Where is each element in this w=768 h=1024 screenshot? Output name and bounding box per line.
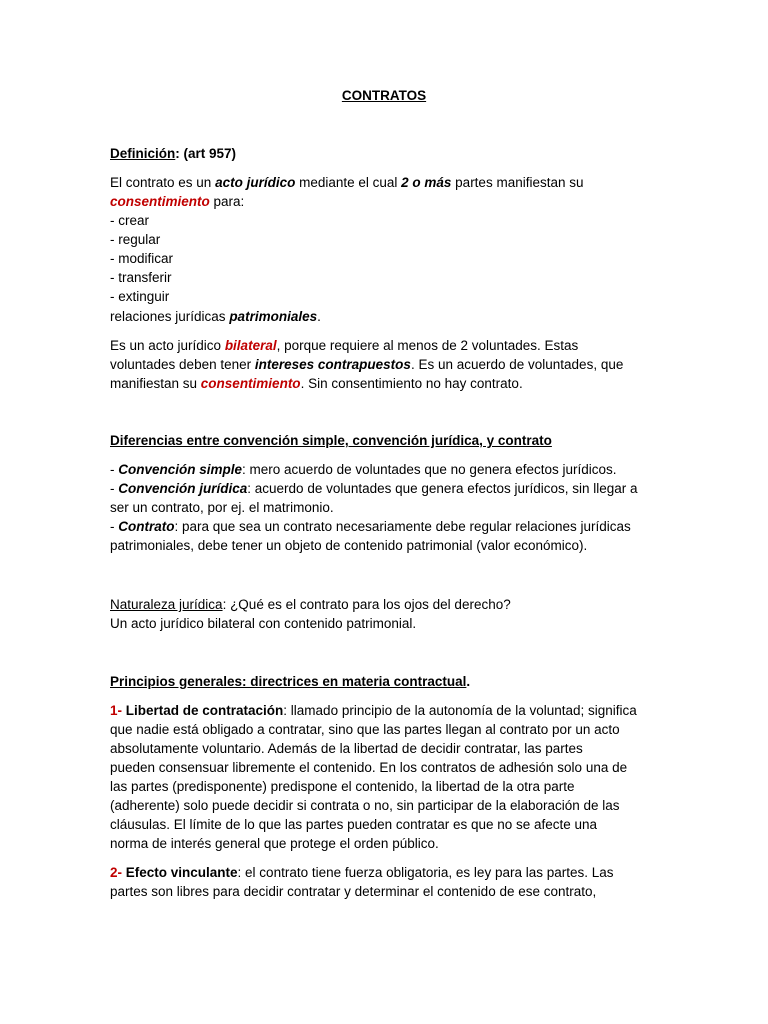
section-heading-naturaleza: Naturaleza jurídica: ¿Qué es el contrato para los ojos del derecho? <box>110 597 511 612</box>
paragraph-line: 1- Libertad de contratación: llamado principio de la autonomía de la voluntad; significa <box>110 703 637 718</box>
paragraph-line: las partes (predisponente) predispone el contenido, la libertad de la otra parte <box>110 779 575 794</box>
list-item: - modificar <box>110 251 174 266</box>
list-item: - regular <box>110 232 161 247</box>
paragraph-line: cláusulas. El límite de lo que las partes pueden contratar es que no se afecte una <box>110 817 598 832</box>
paragraph-line: - Convención jurídica: acuerdo de voluntades que genera efectos jurídicos, sin llegar a <box>110 481 638 496</box>
paragraph-line: que nadie está obligado a contratar, sino que las partes llegan al contrato por un acto <box>110 722 620 737</box>
page-title: CONTRATOS <box>341 88 427 103</box>
paragraph-line: (adherente) solo puede decidir si contrata o no, sin participar de la elaboración de las <box>110 798 620 813</box>
paragraph-line: voluntades deben tener intereses contrapuestos. Es un acuerdo de voluntades, que <box>110 357 624 372</box>
paragraph-line: patrimoniales, debe tener un objeto de contenido patrimonial (valor económico). <box>110 538 588 553</box>
paragraph-line: Es un acto jurídico bilateral, porque requiere al menos de 2 voluntades. Estas <box>110 338 579 353</box>
paragraph-line: Un acto jurídico bilateral con contenido patrimonial. <box>110 616 417 631</box>
section-heading-diferencias: Diferencias entre convención simple, convención jurídica, y contrato <box>110 433 552 448</box>
section-heading-definicion: Definición: (art 957) <box>110 146 237 161</box>
list-item: - crear <box>110 213 150 228</box>
paragraph-line: relaciones jurídicas patrimoniales. <box>110 309 321 324</box>
paragraph-line: El contrato es un acto jurídico mediante el cual 2 o más partes manifiestan su <box>110 175 584 190</box>
paragraph-line: manifiestan su consentimiento. Sin consentimiento no hay contrato. <box>110 376 523 391</box>
paragraph-line: pueden consensuar libremente el contenido. En los contratos de adhesión solo una de <box>110 760 628 775</box>
paragraph-line: - Contrato: para que sea un contrato necesariamente debe regular relaciones jurídicas <box>110 519 631 534</box>
paragraph-line: consentimiento para: <box>110 194 245 209</box>
list-item: - extinguir <box>110 289 170 304</box>
paragraph-line: norma de interés general que protege el orden público. <box>110 836 439 851</box>
paragraph-line: absolutamente voluntario. Además de la libertad de decidir contratar, las partes <box>110 741 583 756</box>
paragraph-line: 2- Efecto vinculante: el contrato tiene fuerza obligatoria, es ley para las partes. Las <box>110 865 614 880</box>
list-item: - transferir <box>110 270 172 285</box>
section-heading-principios: Principios generales: directrices en materia contractual. <box>110 674 471 689</box>
paragraph-line: partes son libres para decidir contratar y determinar el contenido de ese contrato, <box>110 884 597 899</box>
paragraph-line: - Convención simple: mero acuerdo de voluntades que no genera efectos jurídicos. <box>110 462 617 477</box>
paragraph-line: ser un contrato, por ej. el matrimonio. <box>110 500 334 515</box>
